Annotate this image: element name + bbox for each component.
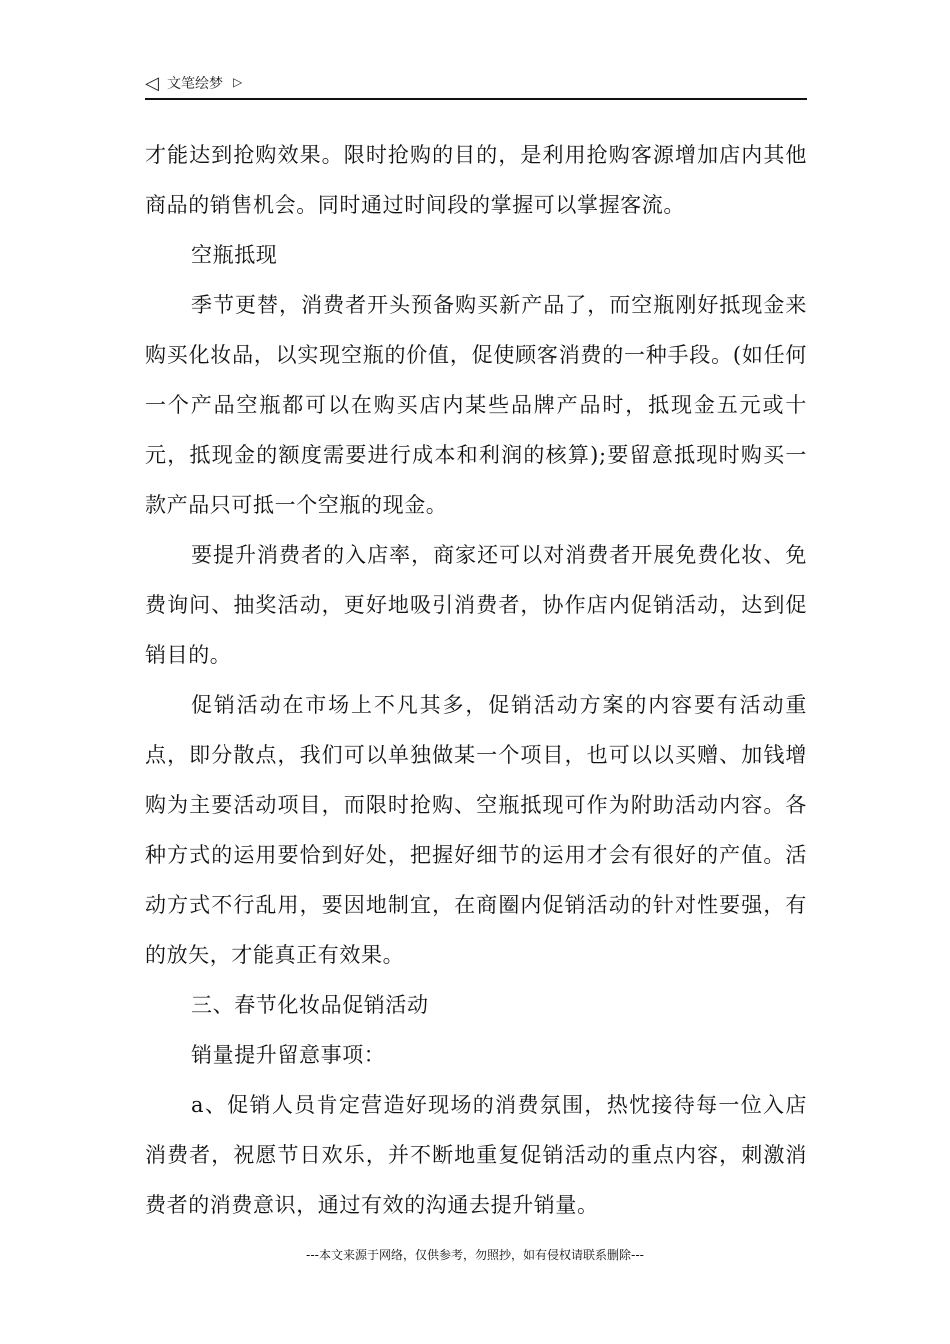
page-footer: ---本文来源于网络，仅供参考，勿照抄，如有侵权请联系删除--- (306, 1248, 644, 1262)
section-heading-empty-bottle: 空瓶抵现 (191, 243, 278, 267)
document-body (145, 130, 807, 1230)
paragraph-item-a: a、促销人员肯定营造好现场的消费氛围，热忱接待每一位入店消费者，祝愿节日欢乐，并不断地重复促销活动的重点内容，刺激消费者的消费意识，通过有效的沟通去提升销量。 (145, 1093, 807, 1217)
section-heading-spring-festival: 三、春节化妆品促销活动 (191, 993, 429, 1017)
page-header (145, 72, 807, 100)
right-triangle-icon: ▷ (233, 75, 243, 89)
paragraph-empty-bottle: 季节更替，消费者开头预备购买新产品了，而空瓶刚好抵现金来购买化妆品，以实现空瓶的价值，促使顾客消费的一种手段。(如任何一个产品空瓶都可以在购买店内某些品牌产品时，抵现金五元或十元，抵现金的额度需要进行成本和利润的核算);要留意抵现时购买一款产品只可抵一个空瓶的现金。 (145, 293, 807, 517)
left-triangle-icon: ◁ (145, 73, 159, 94)
subheading-sales-notes: 销量提升留意事项： (191, 1043, 386, 1067)
header-title: 文笔绘梦 (167, 76, 223, 92)
paragraph-promotion-focus: 促销活动在市场上不凡其多，促销活动方案的内容要有活动重点，即分散点，我们可以单独做某一个项目，也可以以买赠、加钱增购为主要活动项目，而限时抢购、空瓶抵现可作为附助活动内容。各种方式的运用要恰到好处，把握好细节的运用才会有很好的产值。活动方式不行乱用，要因地制宜，在商圈内促销活动的针对性要强，有的放矢，才能真正有效果。 (145, 693, 807, 967)
paragraph-store-entry: 要提升消费者的入店率，商家还可以对消费者开展免费化妆、免费询问、抽奖活动，更好地吸引消费者，协作店内促销活动，达到促销目的。 (145, 543, 807, 667)
paragraph-continuation: 才能达到抢购效果。限时抢购的目的，是利用抢购客源增加店内其他商品的销售机会。同时通过时间段的掌握可以掌握客流。 (145, 143, 807, 217)
